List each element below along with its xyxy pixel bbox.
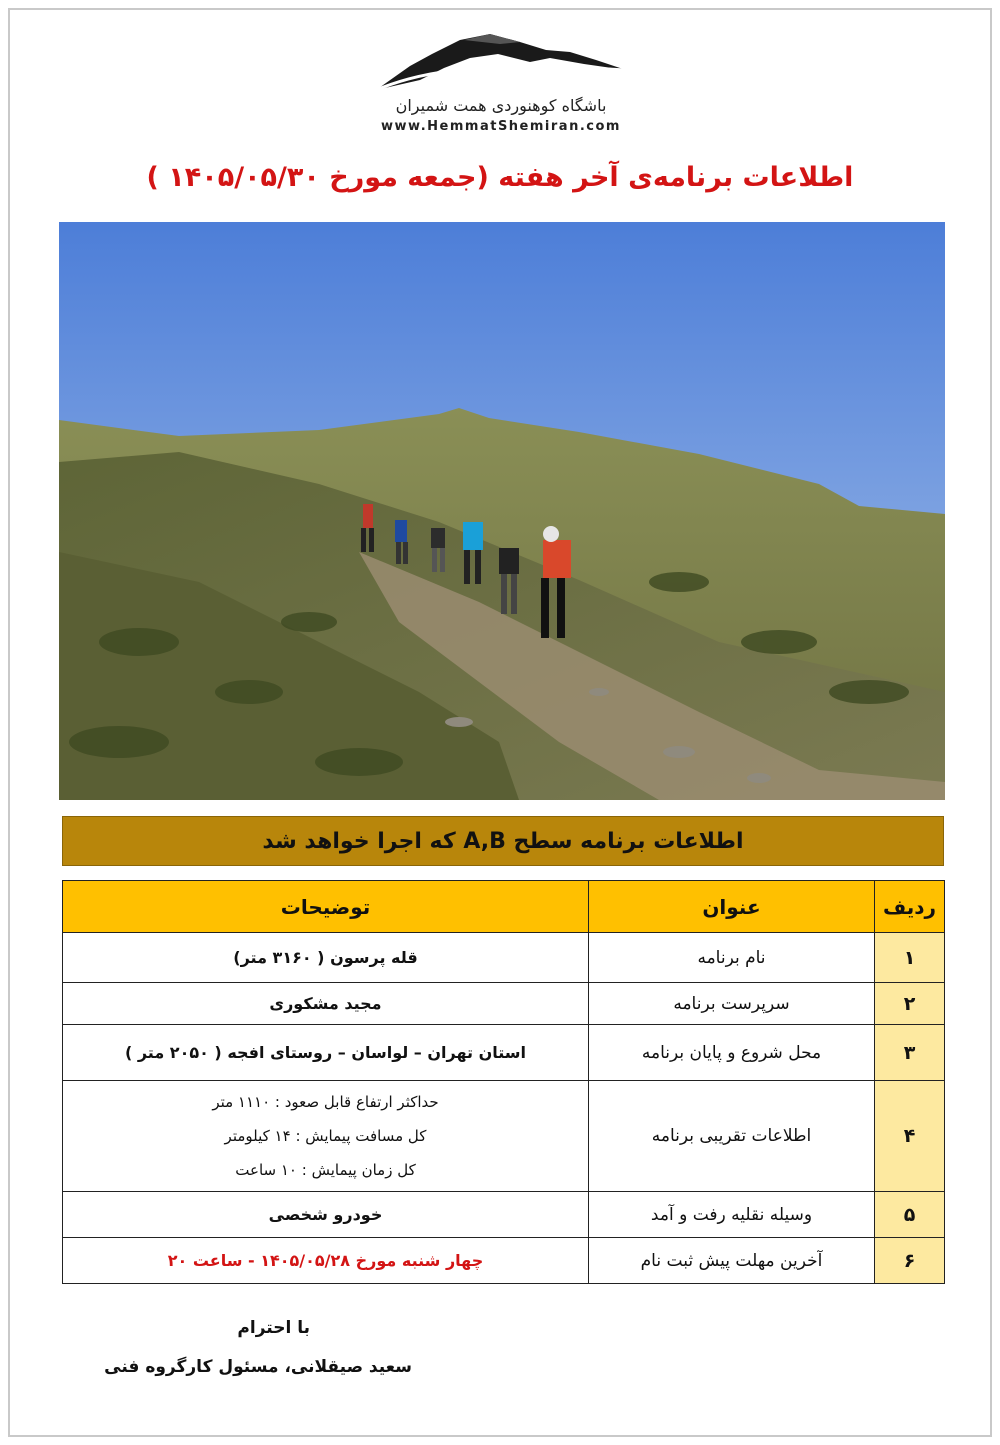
- desc-line-duration: کل زمان پیمایش : ۱۰ ساعت: [235, 1161, 416, 1179]
- club-name: باشگاه کوهنوردی همت شمیران: [395, 96, 607, 115]
- table-row: [63, 1081, 945, 1192]
- signature-greeting: با احترام: [237, 1318, 310, 1338]
- row-index: ۶: [875, 1238, 945, 1284]
- row-index: ۲: [875, 983, 945, 1025]
- program-info-table: [62, 880, 945, 1284]
- row-desc: قله پرسون ( ۳۱۶۰ متر): [63, 933, 589, 983]
- row-index: ۱: [875, 933, 945, 983]
- row-title: آخرین مهلت پیش ثبت نام: [589, 1238, 875, 1284]
- table-row: [63, 983, 945, 1025]
- row-index: ۵: [875, 1192, 945, 1238]
- page-title: اطلاعات برنامه‌ی آخر هفته (جمعه مورخ ۱۴۰۵/۰۵/۳۰ ): [146, 162, 854, 193]
- row-desc: استان تهران – لواسان – روستای افجه ( ۲۰۵۰ متر ): [63, 1025, 589, 1081]
- row-desc: مجید مشکوری: [63, 983, 589, 1025]
- desc-line-distance: کل مسافت پیمایش : ۱۴ کیلومتر: [224, 1127, 427, 1145]
- row-index: ۳: [875, 1025, 945, 1081]
- row-index: ۴: [875, 1081, 945, 1192]
- mountain-logo-icon: [370, 32, 632, 94]
- club-url: www.HemmatShemiran.com: [381, 119, 621, 134]
- hiking-photo: [59, 222, 945, 800]
- desc-line-max-altitude: حداکثر ارتفاع قابل صعود : ۱۱۱۰ متر: [212, 1093, 439, 1111]
- signature-name: سعید صیقلانی، مسئول کارگروه فنی: [104, 1357, 412, 1377]
- header-desc: توضیحات: [63, 881, 589, 933]
- row-desc-multiline: [63, 1081, 589, 1192]
- row-title: سرپرست برنامه: [589, 983, 875, 1025]
- row-title: نام برنامه: [589, 933, 875, 983]
- row-desc: خودرو شخصی: [63, 1192, 589, 1238]
- table-row: [63, 1192, 945, 1238]
- row-title: اطلاعات تقریبی برنامه: [589, 1081, 875, 1192]
- row-title: محل شروع و پایان برنامه: [589, 1025, 875, 1081]
- table-row: [63, 933, 945, 983]
- table-row: [63, 1238, 945, 1284]
- header-index: ردیف: [875, 881, 945, 933]
- row-desc-deadline: چهار شنبه مورخ ۱۴۰۵/۰۵/۲۸ - ساعت ۲۰: [63, 1238, 589, 1284]
- row-title: وسیله نقلیه رفت و آمد: [589, 1192, 875, 1238]
- table-row: [63, 1025, 945, 1081]
- table-header-row: [63, 881, 945, 933]
- section-banner: اطلاعات برنامه سطح A,B که اجرا خواهد شد: [62, 816, 944, 866]
- header-title: عنوان: [589, 881, 875, 933]
- club-logo: [370, 32, 632, 140]
